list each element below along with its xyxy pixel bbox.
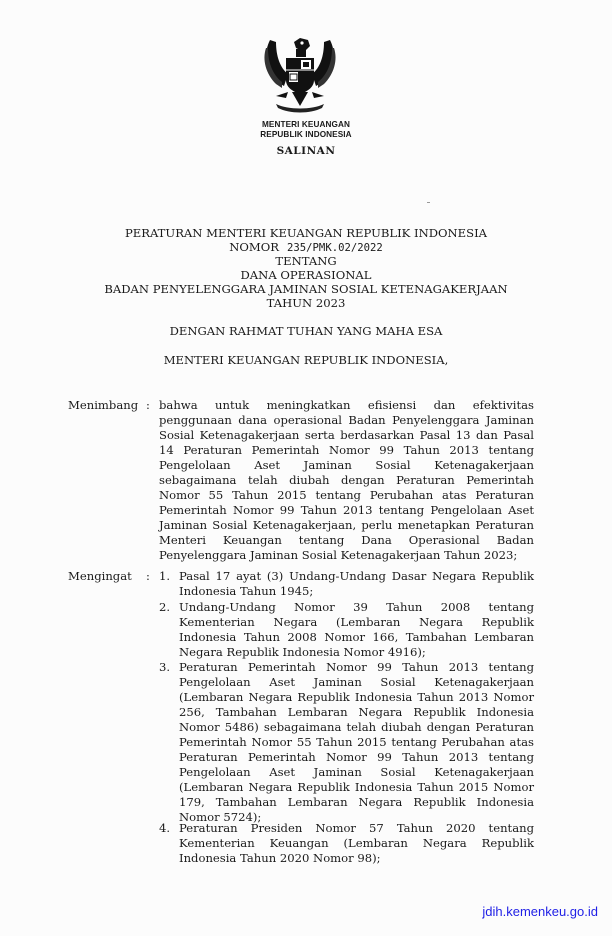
issuer: MENTERI KEUANGAN REPUBLIK INDONESIA, <box>163 353 449 367</box>
menimbang-label: Menimbang <box>68 398 139 412</box>
item-number: 4. <box>159 821 171 835</box>
regulation-number <box>0 240 612 255</box>
mengingat-label: Mengingat <box>68 569 132 583</box>
subject-line1: DANA OPERASIONAL <box>240 268 372 282</box>
ministry-name-line1: MENTERI KEUANGAN <box>261 120 351 129</box>
ministry-name-line2: REPUBLIK INDONESIA <box>260 130 352 139</box>
menimbang-colon: : <box>146 398 150 412</box>
menimbang-text: bahwa untuk meningkatkan efisiensi dan efektivitas penggunaan dana operasional Badan Penyelenggara Jaminan Sosial Ketenagakerjaan serta berdasarkan Pasal 13 dan Pasal 14 Peraturan Pemerintah Nomor 99 Tahun 2013 tentang Pengelolaan Aset Jaminan Sosial Ketenagakerjaan sebagaimana telah diubah dengan Peraturan Pemerintah Nomor 55 Tahun 2015 tentang Perubahan atas Peraturan Pemerintah Nomor 99 Tahun 2013 tentang Pengelolaan Aset Jaminan Sosial Ketenagakerjaan, perlu menetapkan Peraturan Menteri Keuangan tentang Dana Operasional Badan Penyelenggara Jaminan Sosial Ketenagakerjaan Tahun 2023; <box>159 398 534 562</box>
item-text: Pasal 17 ayat (3) Undang-Undang Dasar Negara Republik Indonesia Tahun 1945; <box>179 569 534 598</box>
garuda-emblem-icon <box>262 34 338 116</box>
tentang-label: TENTANG <box>275 254 337 268</box>
invocation: DENGAN RAHMAT TUHAN YANG MAHA ESA <box>169 324 443 338</box>
item-number: 3. <box>159 660 171 674</box>
item-text: Peraturan Pemerintah Nomor 99 Tahun 2013 tentang Pengelolaan Aset Jaminan Sosial Ketenagakerjaan (Lembaran Negara Republik Indonesia Tahun 2013 Nomor 256, Tambahan Lembaran Negara Republik Indonesia Nomor 5486) sebagaimana telah diubah dengan Peraturan Pemerintah Nomor 55 Tahun 2015 tentang Perubahan atas Peraturan Pemerintah Nomor 99 Tahun 2013 tentang Pengelolaan Aset Jaminan Sosial Ketenagakerjaan (Lembaran Negara Republik Indonesia Tahun 2015 Nomor 179, Tambahan Lembaran Negara Republik Indonesia Nomor 5724); <box>179 660 534 824</box>
regulation-title: PERATURAN MENTERI KEUANGAN REPUBLIK INDONESIA <box>124 226 488 240</box>
mengingat-colon: : <box>146 569 150 583</box>
item-text: Peraturan Presiden Nomor 57 Tahun 2020 tentang Kementerian Keuangan (Lembaran Negara Republik Indonesia Tahun 2020 Nomor 98); <box>179 821 534 865</box>
subject-line2: BADAN PENYELENGGARA JAMINAN SOSIAL KETENAGAKERJAAN <box>104 282 508 296</box>
item-number: 1. <box>159 569 171 583</box>
nomor-label: NOMOR <box>229 240 280 254</box>
item-text: Undang-Undang Nomor 39 Tahun 2008 tentang Kementerian Negara (Lembaran Negara Republik Indonesia Tahun 2008 Nomor 166, Tambahan Lembaran Negara Republik Indonesia Nomor 4916); <box>179 600 534 659</box>
jdih-website-link[interactable]: jdih.kemenkeu.go.id <box>482 904 598 919</box>
subject-year: TAHUN 2023 <box>266 296 346 310</box>
nomor-value: 235/PMK.02/2022 <box>287 242 383 254</box>
item-number: 2. <box>159 600 171 614</box>
copy-stamp: SALINAN <box>276 145 336 157</box>
scan-speck <box>427 202 430 203</box>
